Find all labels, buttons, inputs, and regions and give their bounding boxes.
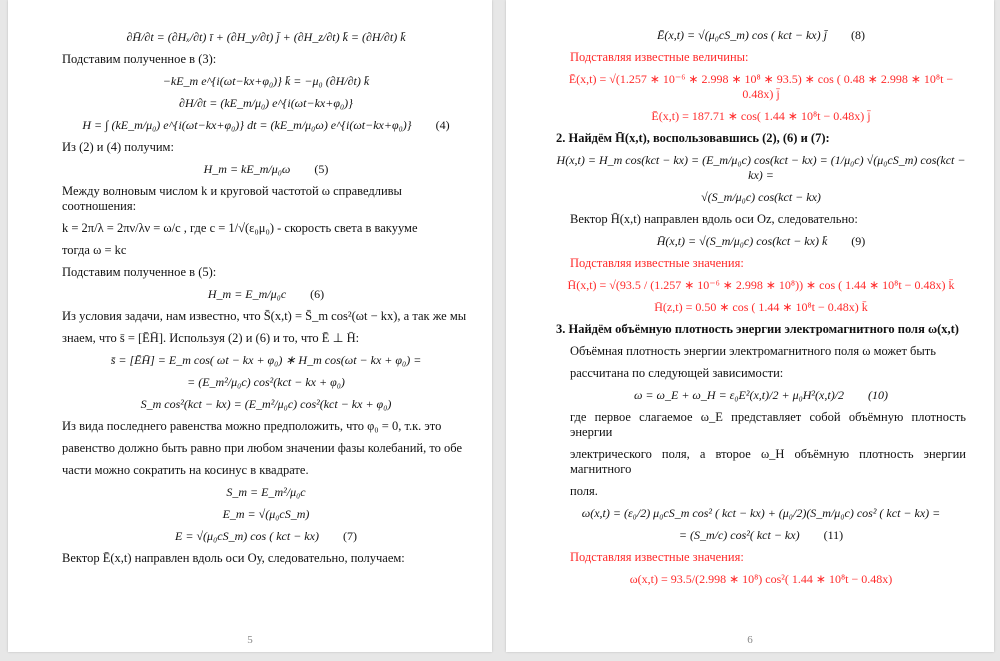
equation-number: (5) bbox=[314, 162, 329, 176]
paragraph: Подставим полученное в (3): bbox=[62, 52, 217, 66]
equation: ω(x,t) = (ε₀/2) μ₀cS_m cos² ( kct − kx) + (μ₀/2)(S_m/μ₀c) cos² ( kct − kx) = bbox=[581, 506, 941, 520]
highlighted-text: Подставляя известные величины: bbox=[570, 50, 749, 64]
equation: S_m = E_m²/μ₀c bbox=[226, 485, 306, 499]
equation-10 bbox=[556, 388, 966, 403]
highlighted-text: Подставляя известные значения: bbox=[570, 550, 744, 564]
paragraph: Между волновым числом k и круговой частотой ω справедливы соотношения: bbox=[62, 184, 402, 213]
equation-number: (4) bbox=[435, 118, 450, 132]
page-number: 5 bbox=[247, 634, 253, 646]
equation: H(x,t) = H_m cos(kct − kx) = (E_m/μ₀c) cos(kct − kx) = (1/μ₀c) √(μ₀cS_m) cos(kct − kx) = bbox=[556, 153, 966, 182]
equation-body: H_m = E_m/μ₀c bbox=[207, 287, 287, 301]
page-6 bbox=[506, 0, 994, 652]
equation: s̄ = [ĒH̄] = E_m cos( ωt − kx + φ₀) ∗ H_m cos(ωt − kx + φ₀) = bbox=[110, 353, 422, 367]
equation-body: H̄(x,t) = √(S_m/μ₀c) cos(kct − kx) k̄ bbox=[656, 234, 828, 248]
equation-number: (7) bbox=[342, 529, 357, 543]
equation-9 bbox=[556, 234, 966, 249]
paragraph: равенство должно быть равно при любом значении фазы колебаний, то обе bbox=[62, 441, 463, 455]
paragraph: тогда ω = kc bbox=[62, 243, 127, 257]
paragraph: поля. bbox=[570, 484, 598, 498]
list-item-2-heading: 2. Найдём H̄(x,t), воспользовавшись (2), (6) и (7): bbox=[556, 131, 830, 145]
paragraph: Из (2) и (4) получим: bbox=[62, 140, 174, 154]
paragraph: Из вида последнего равенства можно предположить, что φ₀ = 0, т.к. это bbox=[62, 419, 442, 433]
paragraph: Подставим полученное в (5): bbox=[62, 265, 217, 279]
equation-highlighted: H̄(x,t) = √(93.5 / (1.257 ∗ 10⁻⁶ ∗ 2.998 ∗ 10⁸)) ∗ cos ( 1.44 ∗ 10⁸t − 0.48x) k̄ bbox=[567, 278, 955, 292]
list-item-3-heading: 3. Найдём объёмную плотность энергии электромагнитного поля ω(x,t) bbox=[556, 322, 959, 336]
equation: E_m = √(μ₀cS_m) bbox=[222, 507, 310, 521]
paragraph: Из условия задачи, нам известно, что S̄(x,t) = S̄_m cos²(ωt − kx), а так же мы bbox=[62, 309, 467, 323]
equation-6 bbox=[62, 287, 470, 302]
equation-11 bbox=[556, 528, 966, 543]
paragraph: Вектор Ē(x,t) направлен вдоль оси Оу, следовательно, получаем: bbox=[62, 551, 405, 565]
equation-highlighted: H̄(z,t) = 0.50 ∗ cos ( 1.44 ∗ 10⁸t − 0.48x) k̄ bbox=[654, 300, 868, 314]
highlighted-text: Подставляя известные значения: bbox=[570, 256, 744, 270]
paragraph: k = 2π/λ = 2πν/λν = ω/c , где c = 1/√(ε₀μ₀) - скорость света в вакууме bbox=[62, 221, 418, 235]
equation: ∂H̄/∂t = (∂Hₓ/∂t) ī + (∂H_y/∂t) j̄ + (∂H_z/∂t) k̄ = (∂H/∂t) k̄ bbox=[126, 30, 406, 44]
equation-body: = (S_m/c) cos²( kct − kx) bbox=[678, 528, 800, 542]
equation-number: (9) bbox=[851, 234, 866, 248]
page-6-content bbox=[556, 28, 966, 587]
equation-5 bbox=[62, 162, 470, 177]
equation-highlighted: Ē(x,t) = √(1.257 ∗ 10⁻⁶ ∗ 2.998 ∗ 10⁸ ∗ 93.5) ∗ cos ( 0.48 ∗ 2.998 ∗ 10⁸t − 0.48x) j̄ bbox=[568, 72, 954, 101]
equation: ∂H/∂t = (kE_m/μ₀) e^{i(ωt−kx+φ₀)} bbox=[179, 96, 353, 110]
page-5 bbox=[8, 0, 492, 652]
equation-4 bbox=[62, 118, 470, 133]
equation-highlighted: Ē(x,t) = 187.71 ∗ cos( 1.44 ∗ 10⁸t − 0.48x) j̄ bbox=[651, 109, 871, 123]
equation-number: (11) bbox=[823, 528, 844, 542]
paragraph: рассчитана по следующей зависимости: bbox=[570, 366, 784, 380]
paragraph: Объёмная плотность энергии электромагнитного поля ω может быть bbox=[570, 344, 936, 358]
equation-number: (6) bbox=[310, 287, 325, 301]
equation-body: ω = ω_E + ω_H = ε₀E²(x,t)/2 + μ₀H²(x,t)/2 bbox=[633, 388, 845, 402]
paragraph: части можно сократить на косинус в квадрате. bbox=[62, 463, 309, 477]
equation-number: (10) bbox=[868, 388, 889, 402]
paragraph: где первое слагаемое ω_E представляет собой объёмную плотность энергии bbox=[570, 410, 966, 439]
equation-8 bbox=[556, 28, 966, 43]
equation-number: (8) bbox=[850, 28, 865, 42]
equation-body: Ē(x,t) = √(μ₀cS_m) cos ( kct − kx) j̄ bbox=[657, 28, 827, 42]
equation: √(S_m/μ₀c) cos(kct − kx) bbox=[701, 190, 821, 204]
equation: = (E_m²/μ₀c) cos²(kct − kx + φ₀) bbox=[187, 375, 345, 389]
paragraph: Вектор H̄(x,t) направлен вдоль оси Oz, следовательно: bbox=[570, 212, 858, 226]
paragraph: знаем, что s̄ = [ĒH̄]. Используя (2) и (6) и то, что Ē ⊥ H̄: bbox=[62, 331, 360, 345]
page-number: 6 bbox=[747, 634, 753, 646]
page-5-content bbox=[62, 30, 470, 566]
equation-body: E = √(μ₀cS_m) cos ( kct − kx) bbox=[175, 529, 319, 543]
paragraph: электрического поля, а второе ω_H объёмную плотность энергии магнитного bbox=[570, 447, 966, 476]
equation: −kE_m e^{i(ωt−kx+φ₀)} k̄ = −μ₀ (∂H/∂t) k̄ bbox=[162, 74, 370, 88]
equation: S_m cos²(kct − kx) = (E_m²/μ₀c) cos²(kct − kx + φ₀) bbox=[140, 397, 392, 411]
equation-7 bbox=[62, 529, 470, 544]
equation-highlighted: ω(x,t) = 93.5/(2.998 ∗ 10⁸) cos²( 1.44 ∗ 10⁸t − 0.48x) bbox=[629, 572, 893, 586]
equation-body: H_m = kE_m/μ₀ω bbox=[203, 162, 291, 176]
equation-body: H = ∫ (kE_m/μ₀) e^{i(ωt−kx+φ₀)} dt = (kE_m/μ₀ω) e^{i(ωt−kx+φ₀)} bbox=[82, 118, 412, 132]
